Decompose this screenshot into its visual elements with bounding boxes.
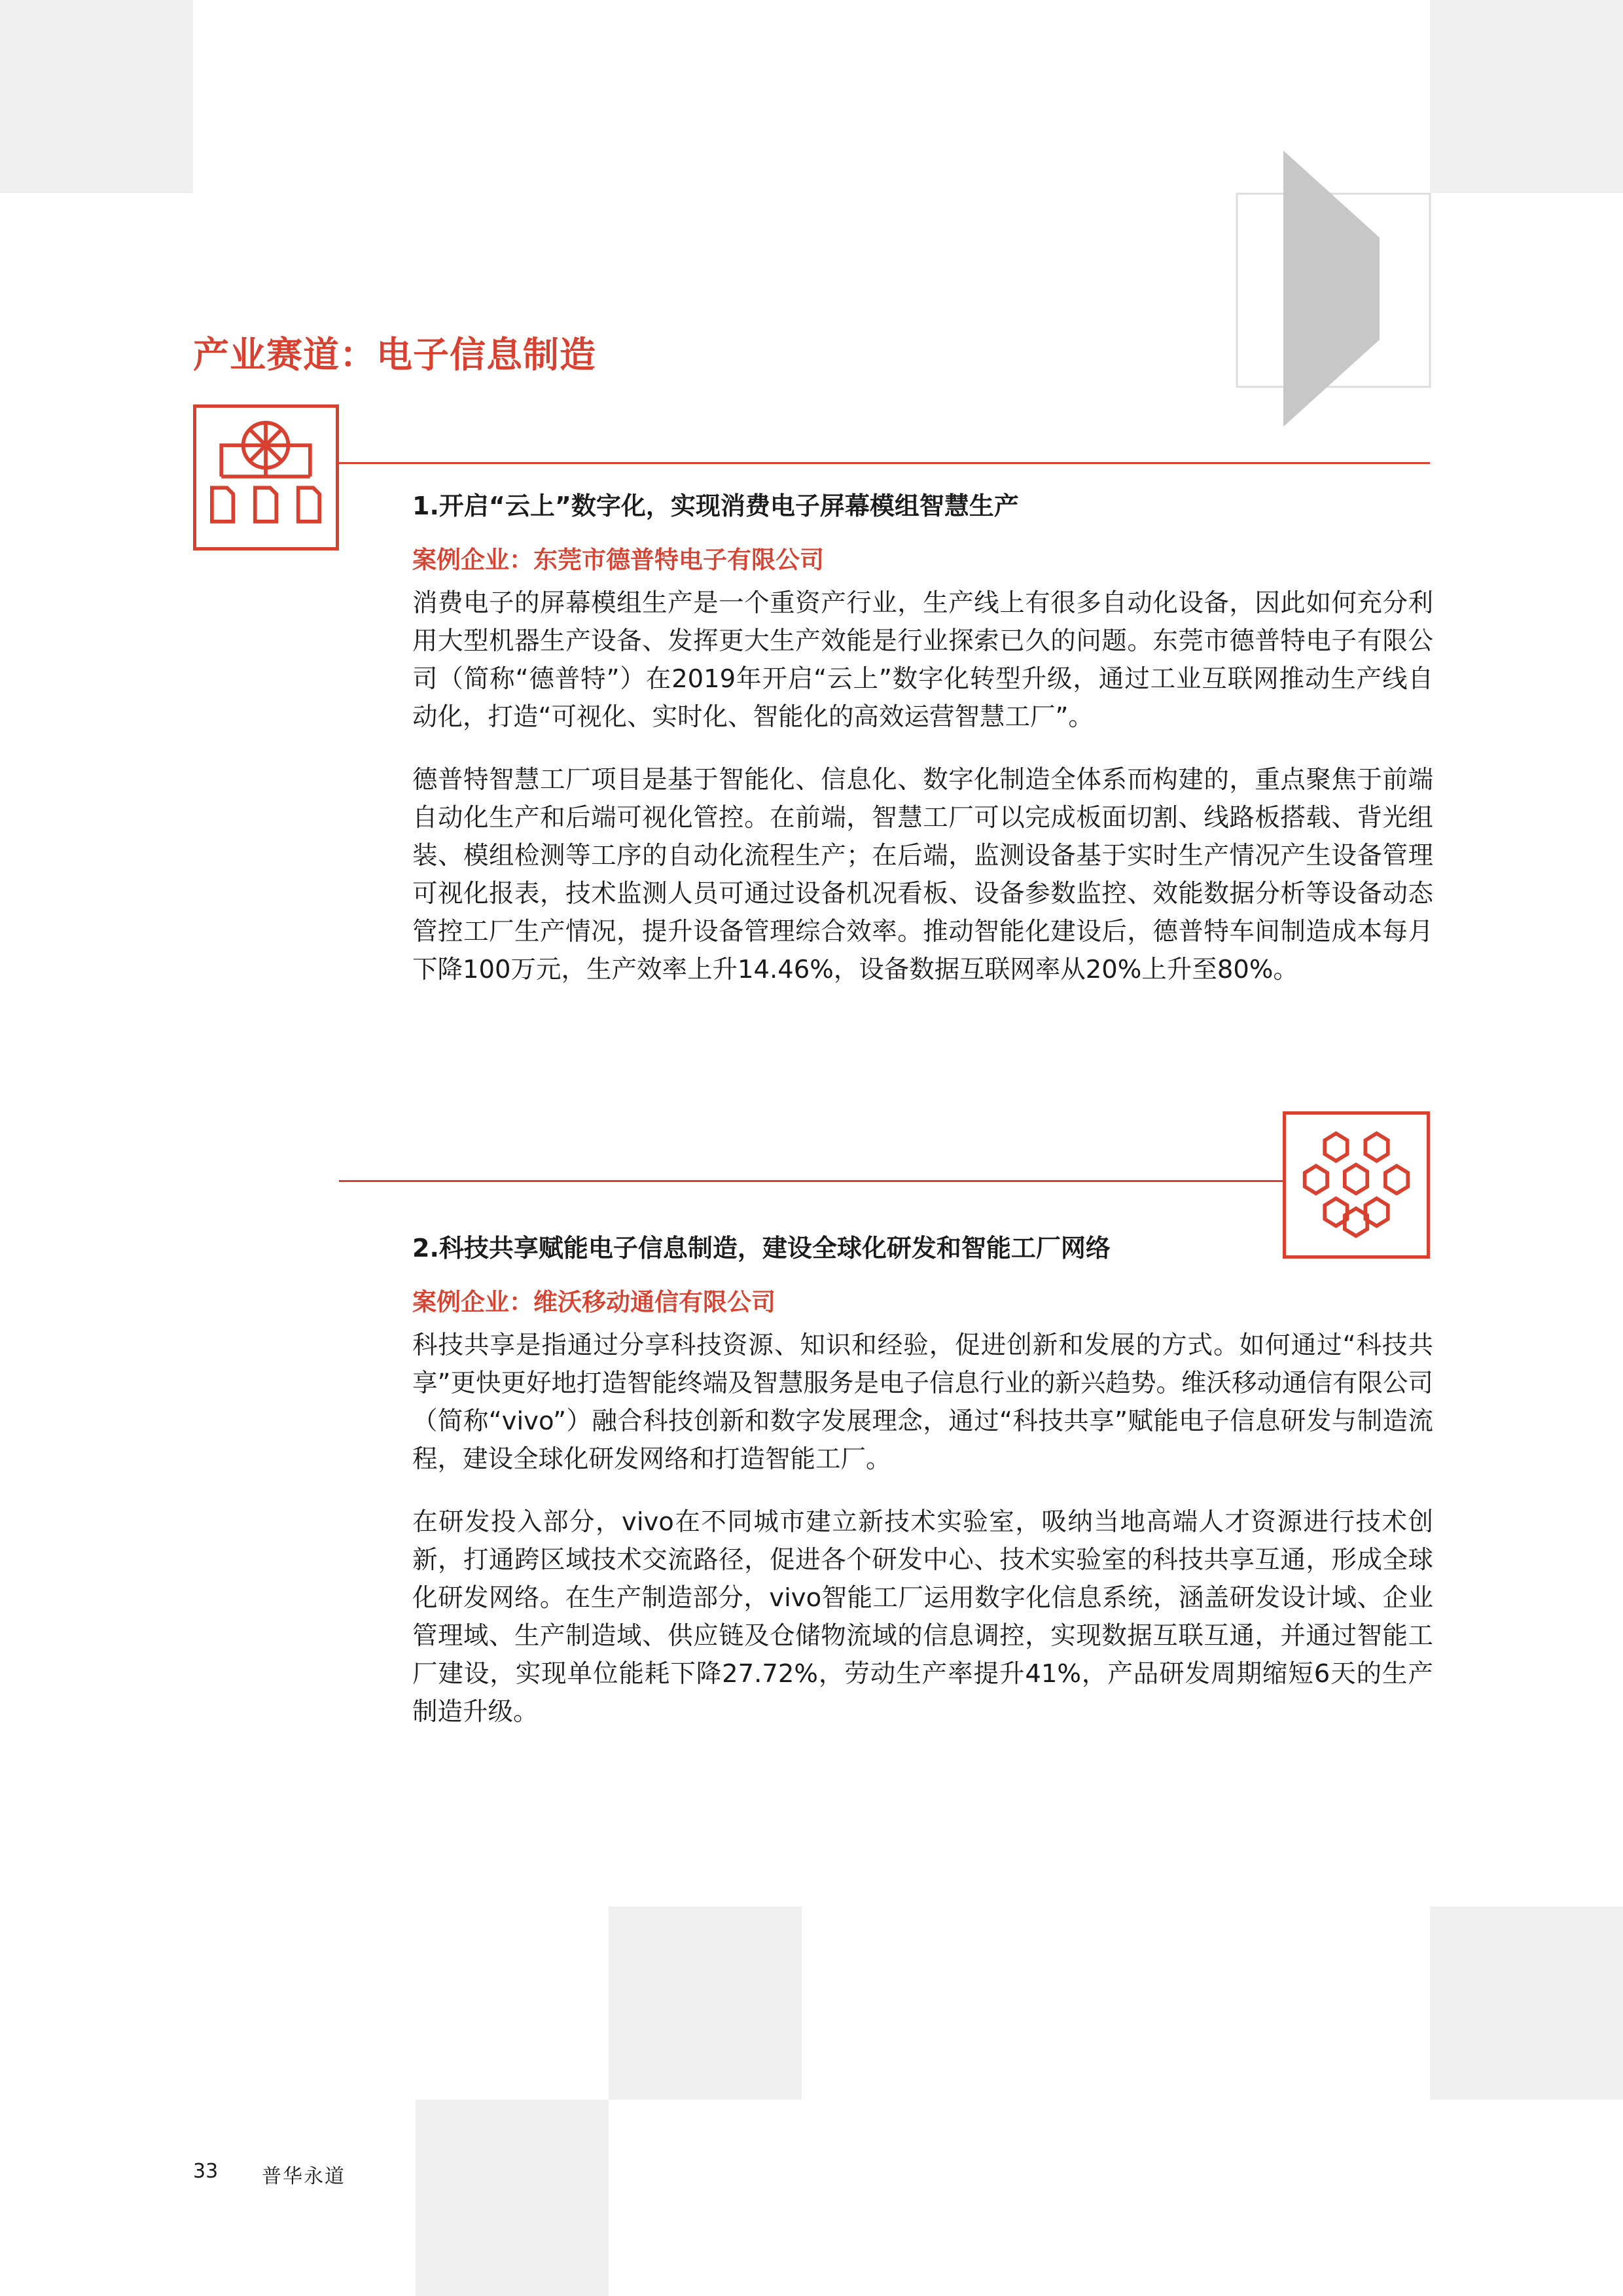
deco-square xyxy=(1430,0,1623,193)
deco-square xyxy=(609,1907,802,2100)
deco-square xyxy=(0,0,193,193)
factory-network-icon xyxy=(193,404,339,550)
section-2 xyxy=(412,1228,1433,1731)
section-divider xyxy=(339,1180,1283,1182)
section-1-company: 案例企业：东莞市德普特电子有限公司 xyxy=(412,546,824,574)
footer-brand: 普华永道 xyxy=(262,2165,346,2188)
section-2-title: 2.科技共享赋能电子信息制造，建设全球化研发和智能工厂网络 xyxy=(412,1234,1111,1263)
deco-square xyxy=(1430,1907,1623,2100)
page-number: 33 xyxy=(193,2160,219,2183)
page-title: 产业赛道：电子信息制造 xyxy=(193,334,597,376)
section-1 xyxy=(412,486,1433,989)
section-1-paragraph-2: 德普特智慧工厂项目是基于智能化、信息化、数字化制造全体系而构建的，重点聚焦于前端自动化生产和后端可视化管控。在前端，智慧工厂可以完成板面切割、线路板搭载、背光组装、模组检测等工序的自动化流程生产；在后端，监测设备基于实时生产情况产生设备管理可视化报表，技术监测人员可通过设备机况看板、设备参数监控、效能数据分析等设备动态管控工厂生产情况，提升设备管理综合效率。推动智能化建设后，德普特车间制造成本每月下降100万元，生产效率上升14.46%，设备数据互联网率从20%上升至80%。 xyxy=(412,765,1433,984)
section-2-paragraph-2: 在研发投入部分，vivo在不同城市建立新技术实验室，吸纳当地高端人才资源进行技术创新，打通跨区域技术交流路径，促进各个研发中心、技术实验室的科技共享互通，形成全球化研发网络。在生产制造部分，vivo智能工厂运用数字化信息系统，涵盖研发设计域、企业管理域、生产制造域、供应链及仓储物流域的信息调控，实现数据互联互通，并通过智能工厂建设，实现单位能耗下降27.72%，劳动生产率提升41%，产品研发周期缩短6天的生产制造升级。 xyxy=(412,1507,1433,1727)
arrow-decoration xyxy=(1230,151,1440,432)
section-divider xyxy=(337,462,1430,464)
section-1-title: 1.开启“云上”数字化，实现消费电子屏幕模组智慧生产 xyxy=(412,492,1019,520)
section-2-company: 案例企业：维沃移动通信有限公司 xyxy=(412,1288,776,1316)
section-2-paragraph-1: 科技共享是指通过分享科技资源、知识和经验，促进创新和发展的方式。如何通过“科技共享”更快更好地打造智能终端及智慧服务是电子信息行业的新兴趋势。维沃移动通信有限公司（简称“vivo”）融合科技创新和数字发展理念，通过“科技共享”赋能电子信息研发与制造流程，建设全球化研发网络和打造智能工厂。 xyxy=(412,1331,1433,1474)
deco-square xyxy=(416,2100,609,2296)
section-1-paragraph-1: 消费电子的屏幕模组生产是一个重资产行业，生产线上有很多自动化设备，因此如何充分利用大型机器生产设备、发挥更大生产效能是行业探索已久的问题。东莞市德普特电子有限公司（简称“德普特”）在2019年开启“云上”数字化转型升级，通过工业互联网推动生产线自动化，打造“可视化、实时化、智能化的高效运营智慧工厂”。 xyxy=(412,588,1433,732)
